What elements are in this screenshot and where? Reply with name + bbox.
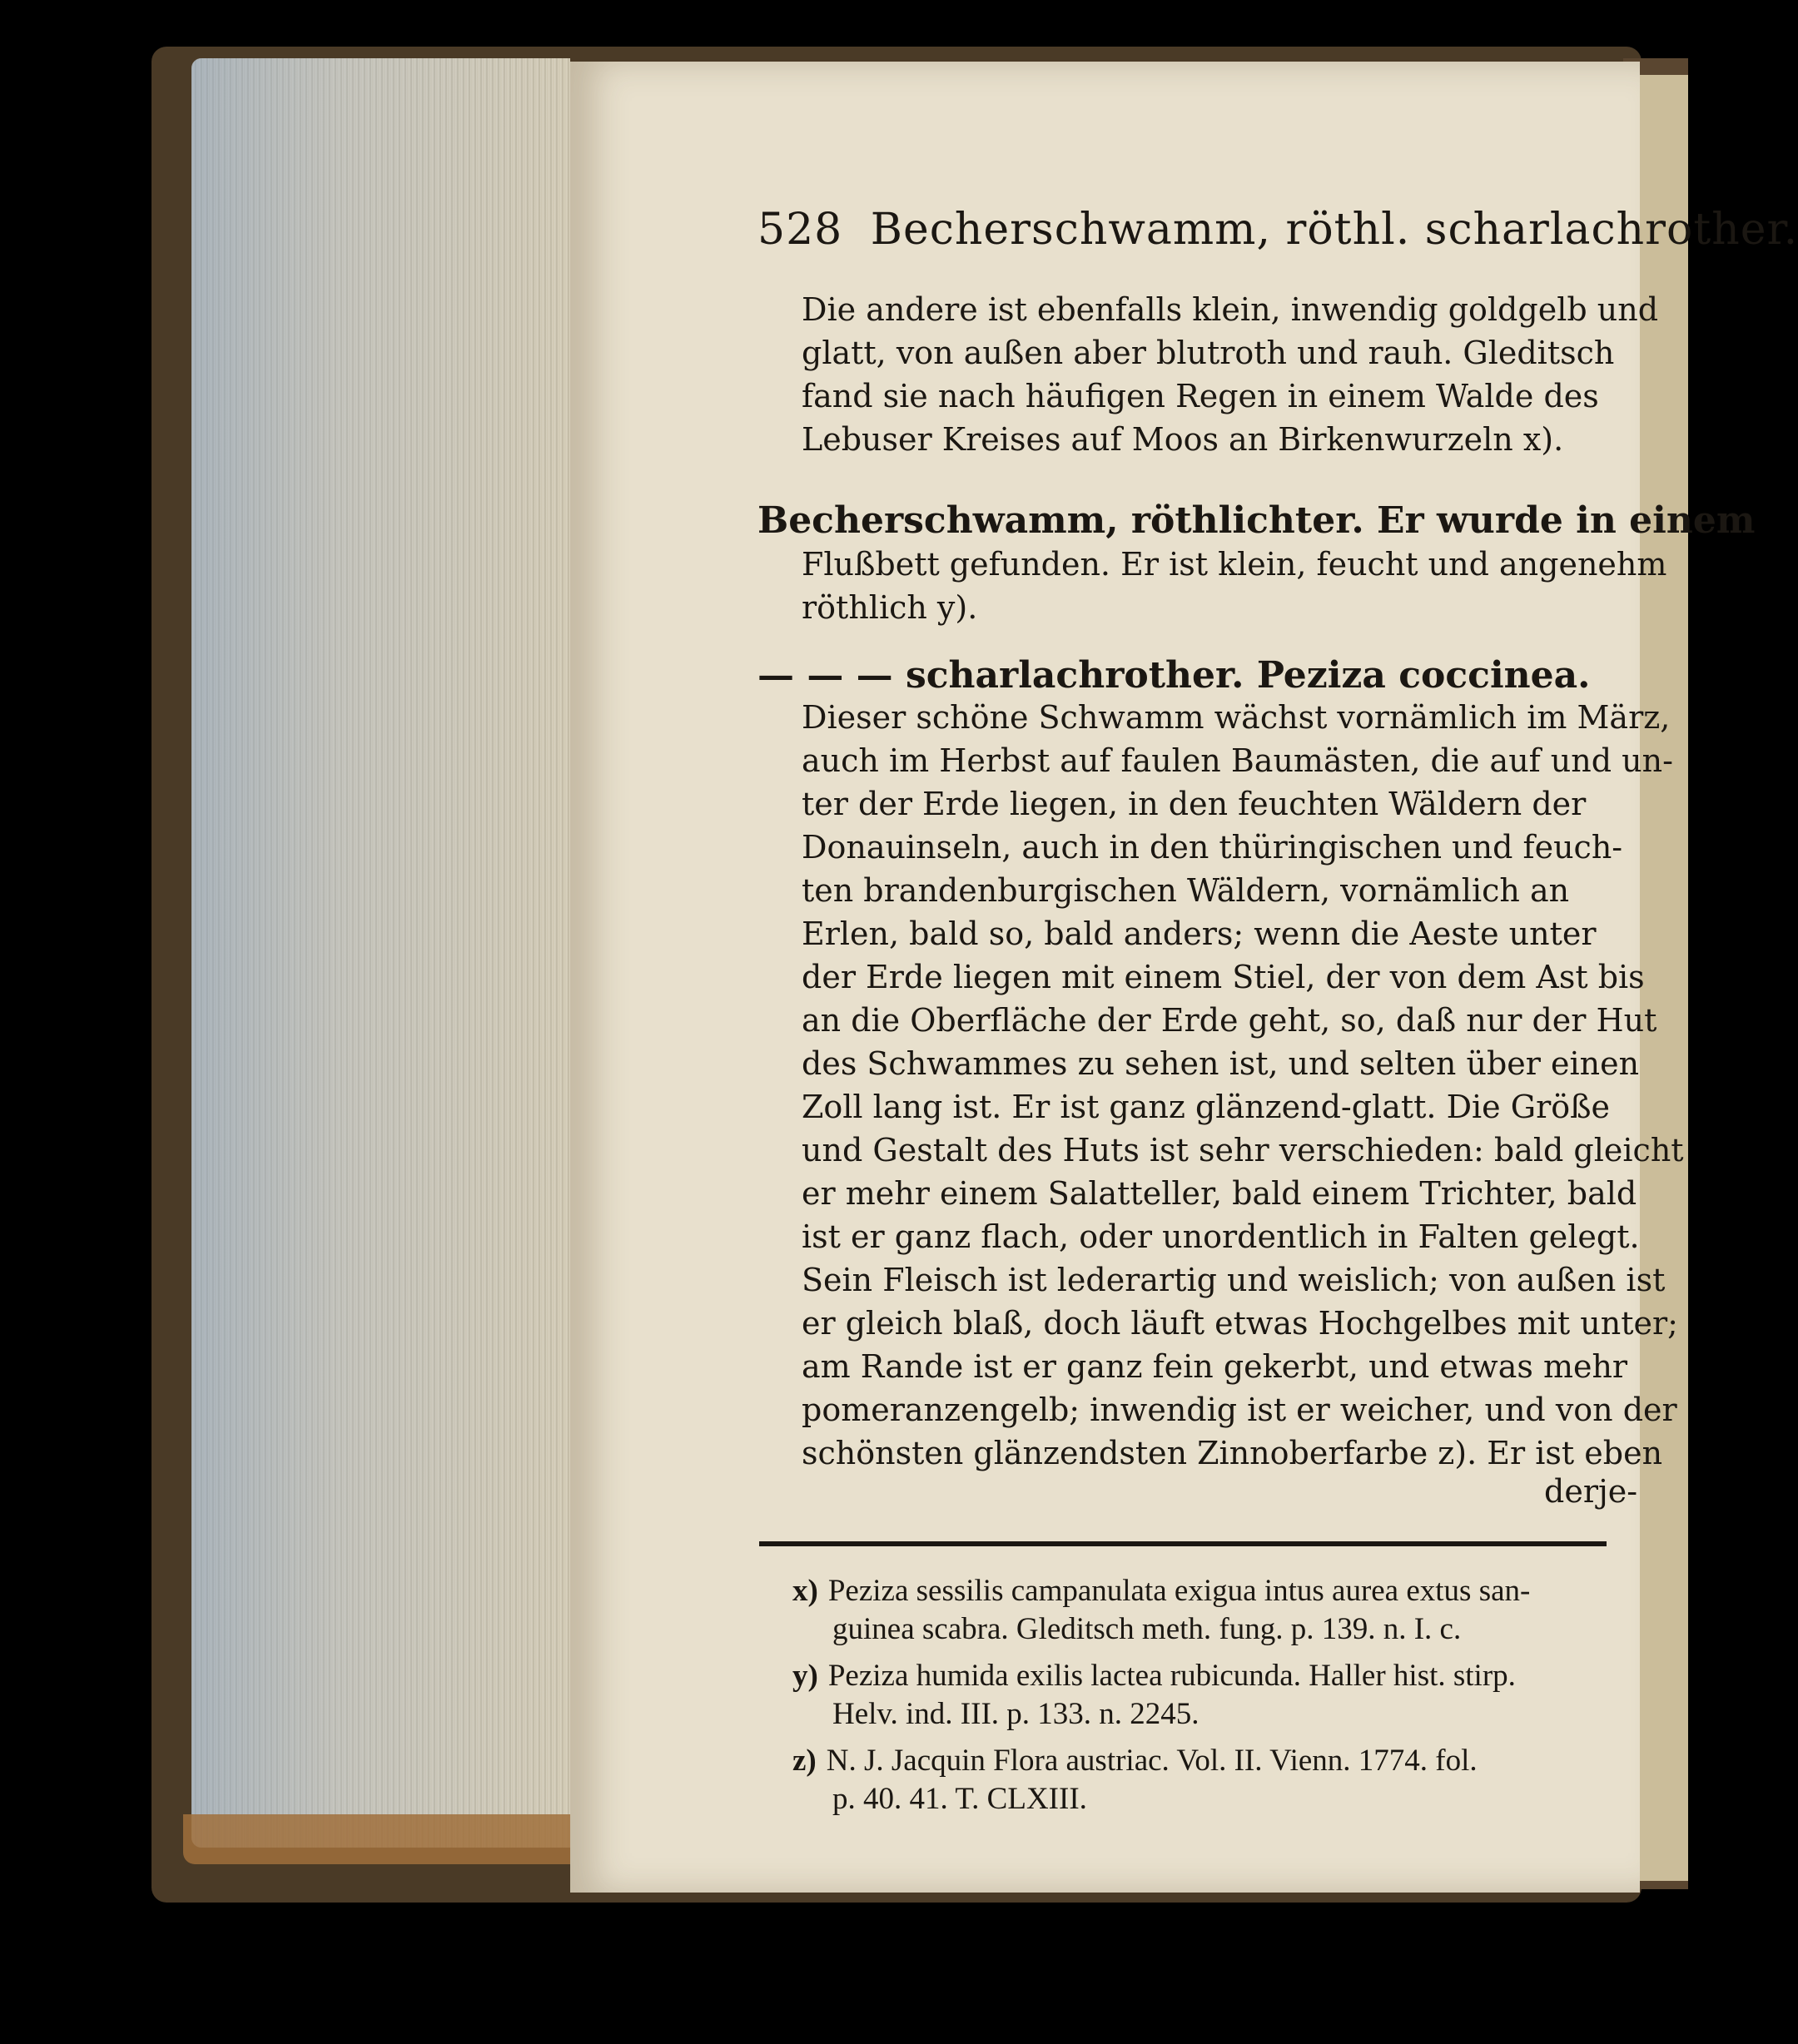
body-line: Zoll lang ist. Er ist ganz glänzend-glatt. Die Größe xyxy=(802,1089,1611,1125)
body-line: röthlich y). xyxy=(802,589,978,626)
body-line: auch im Herbst auf faulen Baumästen, die auf und un- xyxy=(802,742,1673,779)
footnote-label: z) xyxy=(792,1744,817,1778)
footnote-y xyxy=(792,1658,1516,1694)
body-line: Sein Fleisch ist lederartig und weislich; von außen ist xyxy=(802,1262,1666,1298)
body-line: Donauinseln, auch in den thüringischen und feuch- xyxy=(802,829,1623,866)
footnote-text: N. J. Jacquin Flora austriac. Vol. II. Vienn. 1774. fol. xyxy=(826,1744,1478,1778)
body-line: Die andere ist ebenfalls klein, inwendig goldgelb und xyxy=(802,291,1659,328)
footnote-separator xyxy=(759,1541,1607,1546)
body-line: pomeranzengelb; inwendig ist er weicher, und von der xyxy=(802,1392,1677,1428)
body-line: Flußbett gefunden. Er ist klein, feucht und angenehm xyxy=(802,546,1667,583)
body-line: der Erde liegen mit einem Stiel, der von dem Ast bis xyxy=(802,959,1645,995)
page-header xyxy=(757,205,1798,255)
page-block-bottom xyxy=(183,1814,583,1864)
body-line: und Gestalt des Huts ist sehr verschieden: bald gleicht xyxy=(802,1132,1684,1168)
footnote-text: Peziza sessilis campanulata exigua intus aurea extus san- xyxy=(827,1574,1531,1608)
body-line: an die Oberfläche der Erde geht, so, daß nur der Hut xyxy=(802,1002,1657,1039)
footnote-z xyxy=(792,1743,1478,1779)
body-line: ten brandenburgischen Wäldern, vornämlich an xyxy=(802,872,1570,909)
body-line: ter der Erde liegen, in den feuchten Wäldern der xyxy=(802,786,1587,822)
body-line: des Schwammes zu sehen ist, und selten über einen xyxy=(802,1045,1640,1082)
footnote-x xyxy=(792,1573,1530,1609)
footnote-y-cont: Helv. ind. III. p. 133. n. 2245. xyxy=(832,1697,1199,1731)
body-line: ist er ganz flach, oder unordentlich in Falten gelegt. xyxy=(802,1218,1640,1255)
body-line: fand sie nach häufigen Regen in einem Walde des xyxy=(802,378,1599,414)
body-line: Erlen, bald so, bald anders; wenn die Aeste unter xyxy=(802,915,1597,952)
page-block-stain xyxy=(191,58,570,1848)
body-line: er mehr einem Salatteller, bald einem Trichter, bald xyxy=(802,1175,1637,1212)
running-title: Becherschwamm, röthl. scharlachrother. xyxy=(870,205,1798,255)
footnote-x-cont: guinea scabra. Gleditsch meth. fung. p. 139. n. I. c. xyxy=(832,1612,1462,1646)
footnote-label: y) xyxy=(792,1659,818,1693)
body-line: Dieser schöne Schwamm wächst vornämlich im März, xyxy=(802,699,1671,736)
body-line: am Rande ist er ganz fein gekerbt, und etwas mehr xyxy=(802,1348,1628,1385)
entry-heading: Becherschwamm, röthlichter. Er wurde in einem xyxy=(757,499,1756,542)
body-line: schönsten glänzendsten Zinnoberfarbe z). Er ist eben xyxy=(802,1435,1663,1471)
body-line: glatt, von außen aber blutroth und rauh. Gleditsch xyxy=(802,335,1615,371)
body-line: Lebuser Kreises auf Moos an Birkenwurzeln x). xyxy=(802,421,1564,458)
facing-page-edge xyxy=(1638,75,1688,1881)
footnote-z-cont: p. 40. 41. T. CLXIII. xyxy=(832,1782,1087,1816)
body-line: er gleich blaß, doch läuft etwas Hochgelbes mit unter; xyxy=(802,1305,1678,1342)
catchword: derje- xyxy=(1544,1473,1638,1510)
footnote-label: x) xyxy=(792,1574,818,1608)
page-number: 528 xyxy=(757,205,843,255)
entry-heading: — — — scharlachrother. Peziza coccinea. xyxy=(757,654,1591,697)
footnote-text: Peziza humida exilis lactea rubicunda. Haller hist. stirp. xyxy=(827,1659,1516,1693)
